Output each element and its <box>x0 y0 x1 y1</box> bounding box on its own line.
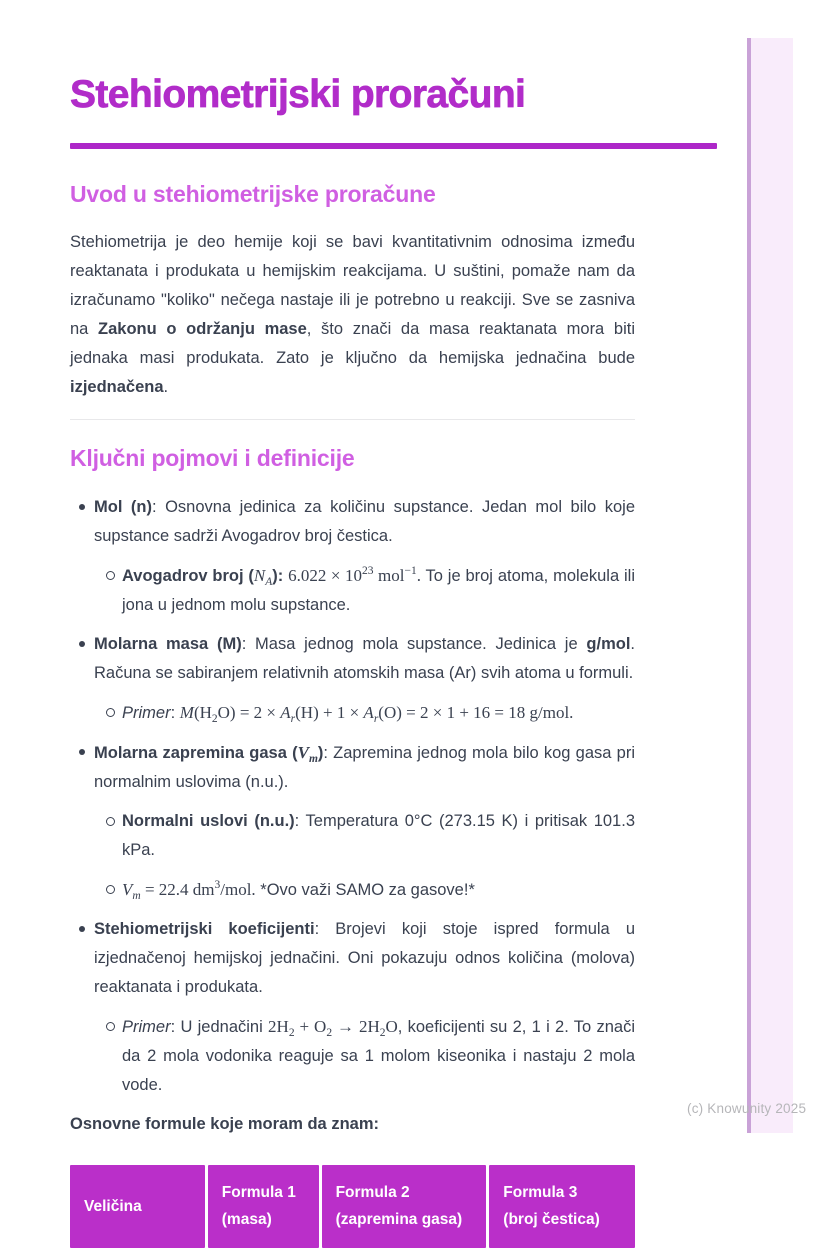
bullet-circle-icon <box>106 817 115 826</box>
page-edge-strip <box>747 38 793 1133</box>
list-item-text: Molarna zapremina gasa $(V_m)$: Zapremina jednog mola bilo kog gasa pri normalnim uslovima (n.u.). <box>94 742 635 791</box>
list-item-koeficijenti <box>70 915 635 1002</box>
bullet-circle-icon <box>106 708 115 717</box>
header-cell-velicina <box>70 1165 205 1248</box>
header-cell-line: Formula 1 <box>221 1184 296 1201</box>
intro-paragraph: Stehiometrija je deo hemije koji se bavi kvantitativnim odnosima između reaktanata i produkata u hemijskim reakcijama. U suštini, pomaže nam da izračunamo "koliko" nečega nastaje ili je potrebno u reakciji. Sve se zasniva na Zakonu o održanju mase, što znači da masa reaktanata mora biti jednaka masi produkata. Zato je ključno da hemijska jednačina bude izjednačena. <box>70 233 636 396</box>
document-content <box>70 74 635 1248</box>
list-item-text: Primer: $M(H_2O) = 2 \times A_r(H) + 1 \times A_r(O) = 2 \times 1 + 16 = 18$ g/mol. <box>122 702 574 725</box>
sub-list-item-primer-jednacina <box>96 1012 635 1100</box>
header-cell-line: Veličina <box>84 1197 142 1215</box>
formulas-intro-line: Osnovne formule koje moram da znam: <box>70 1114 379 1133</box>
list-item-text: Normalni uslovi (n.u.): Temperatura 0°C (273.15 K) i pritisak 101.3 kPa. <box>122 811 635 859</box>
sub-list-item-vm <box>96 875 635 905</box>
section-divider <box>70 419 635 420</box>
page-title: Stehiometrijski proračuni <box>70 73 526 116</box>
bullet-circle-icon <box>106 571 115 580</box>
bullet-dot-icon <box>79 926 85 932</box>
formulas-table-header-row <box>70 1165 635 1248</box>
bullet-circle-icon <box>106 1022 115 1031</box>
list-item-text: Avogadrov broj $(N_A)$: $6.022 \times 10^{23}$ mol$^{-1}$. To je broj atoma, molekula ili jona u jednom molu supstance. <box>122 564 635 614</box>
header-cell-formula-1 <box>208 1165 319 1248</box>
header-cell-line: Formula 3 <box>503 1184 578 1201</box>
list-item-text: $V_m = 22.4$ $dm^3$/mol. *Ovo važi SAMO za gasove!* <box>122 878 475 902</box>
list-item-text: Mol (n): Osnovna jedinica za količinu supstance. Jedan mol bilo koje supstance sadrži Avogadrov broj čestica. <box>94 497 635 545</box>
header-cell-formula-3 <box>489 1165 635 1248</box>
term-list <box>70 493 635 1100</box>
sub-list-item-avogadrov-broj <box>96 561 635 620</box>
list-item-text: Stehiometrijski koeficijenti: Brojevi koji stoje ispred formula u izjednačenoj hemijskoj jednačini. Oni pokazuju odnos količina (molova) reaktanata i produkata. <box>94 919 635 996</box>
list-item-text: Primer: U jednačini $2H_2 + O_2 \to 2H_2O$, koeficijenti su 2, 1 i 2. To znači da 2 mola vodonika reaguje sa 1 molom kiseonika i nastaju 2 mola vode. <box>122 1016 635 1094</box>
bullet-circle-icon <box>106 885 115 894</box>
header-cell-formula-2 <box>322 1165 487 1248</box>
list-item-mol <box>70 493 635 551</box>
bullet-dot-icon <box>79 504 85 510</box>
header-cell-line: (masa) <box>221 1211 272 1228</box>
header-cell-line: Formula 2 <box>335 1184 410 1201</box>
list-item-molarna-masa <box>70 630 635 688</box>
sub-list-item-primer-molarna-masa <box>96 698 635 728</box>
bullet-dot-icon <box>79 641 85 647</box>
title-underline-rule <box>70 143 717 149</box>
bullet-dot-icon <box>79 749 85 755</box>
list-item-molarna-zapremina <box>70 738 635 797</box>
section-heading-terms: Ključni pojmovi i definicije <box>70 444 355 471</box>
footer-credit: (c) Knowunity 2025 <box>687 1101 807 1116</box>
section-heading-intro: Uvod u stehiometrijske proračune <box>70 181 436 207</box>
list-item-text: Molarna masa (M): Masa jednog mola supstance. Jedinica je g/mol. Računa se sabiranjem relativnih atomskih masa (Ar) svih atoma u formuli. <box>94 634 635 682</box>
header-cell-line: (zapremina gasa) <box>335 1211 463 1228</box>
header-cell-line: (broj čestica) <box>503 1211 600 1228</box>
sub-list-item-normalni-uslovi <box>96 807 635 865</box>
